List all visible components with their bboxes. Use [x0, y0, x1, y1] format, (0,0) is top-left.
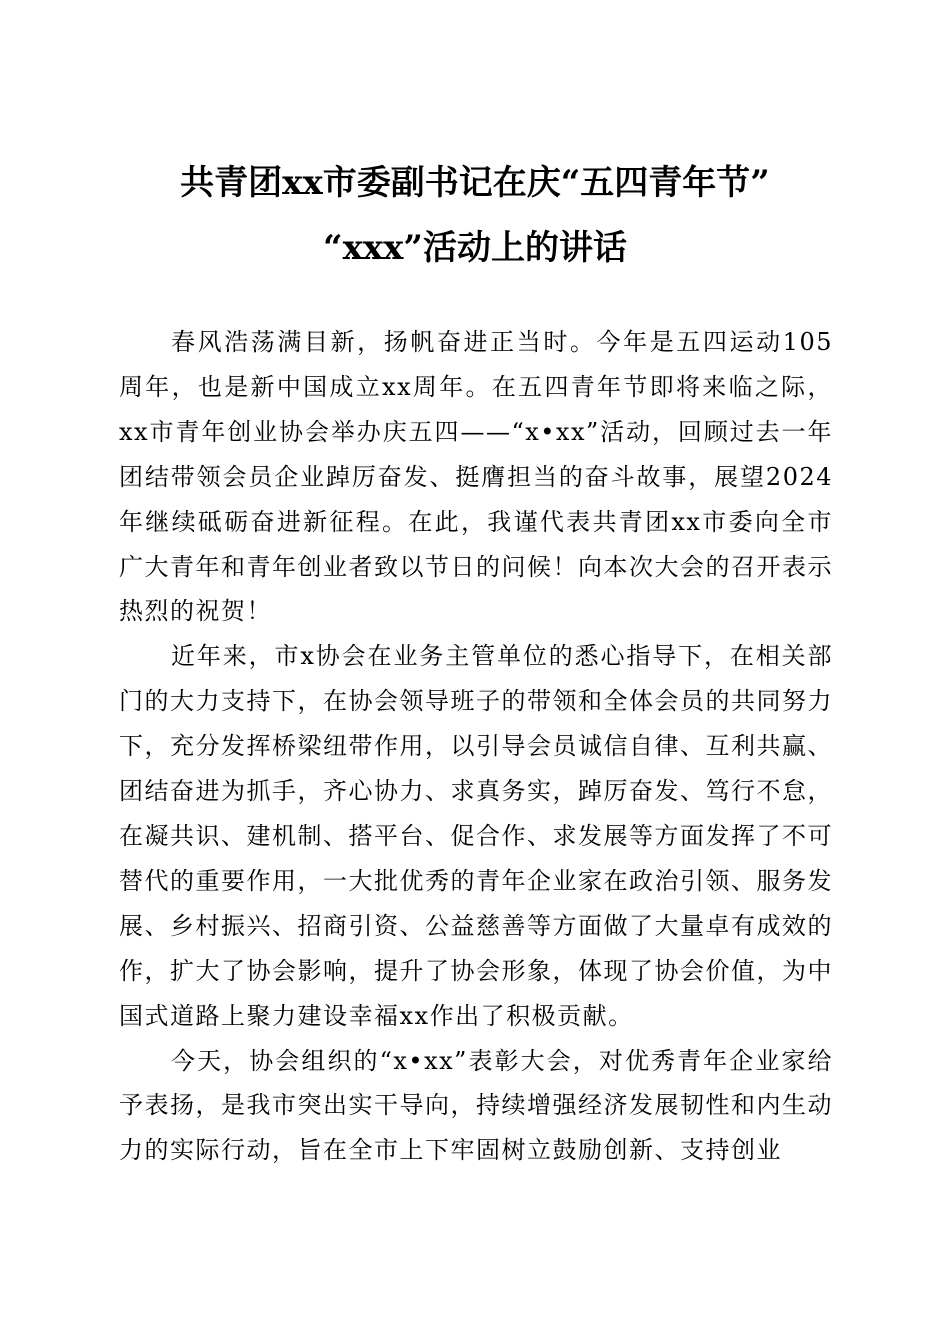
document-title-line-1: 共青团xx市委副书记在庆“五四青年节”: [180, 163, 770, 203]
document-body: [119, 320, 833, 1173]
paragraph: 今天，协会组织的“x•xx”表彰大会，对优秀青年企业家给予表扬，是我市突出实干导向，持续增强经济发展韧性和内生动力的实际行动，旨在全市上下牢固树立鼓励创新、支持创业: [119, 1046, 833, 1165]
document-title-line-2: “xxx”活动上的讲话: [323, 228, 627, 268]
paragraph: 近年来，市x协会在业务主管单位的悉心指导下，在相关部门的大力支持下，在协会领导班子的带领和全体会员的共同努力下，充分发挥桥梁纽带作用，以引导会员诚信自律、互利共赢、团结奋进为抓手，齐心协力、求真务实，踔厉奋发、笃行不怠，在凝共识、建机制、搭平台、促合作、求发展等方面发挥了不可替代的重要作用，一大批优秀的青年企业家在政治引领、服务发展、乡村振兴、招商引资、公益慈善等方面做了大量卓有成效的作，扩大了协会影响，提升了协会形象，体现了协会价值，为中国式道路上聚力建设幸福xx作出了积极贡献。: [119, 642, 833, 1030]
paragraph: 春风浩荡满目新，扬帆奋进正当时。今年是五四运动105周年，也是新中国成立xx周年。在五四青年节即将来临之际，xx市青年创业协会举办庆五四——“x•xx”活动，回顾过去一年团结带领会员企业踔厉奋发、挺膺担当的奋斗故事，展望2024年继续砥砺奋进新征程。在此，我谨代表共青团xx市委向全市广大青年和青年创业者致以节日的问候！向本次大会的召开表示热烈的祝贺！: [119, 328, 833, 626]
